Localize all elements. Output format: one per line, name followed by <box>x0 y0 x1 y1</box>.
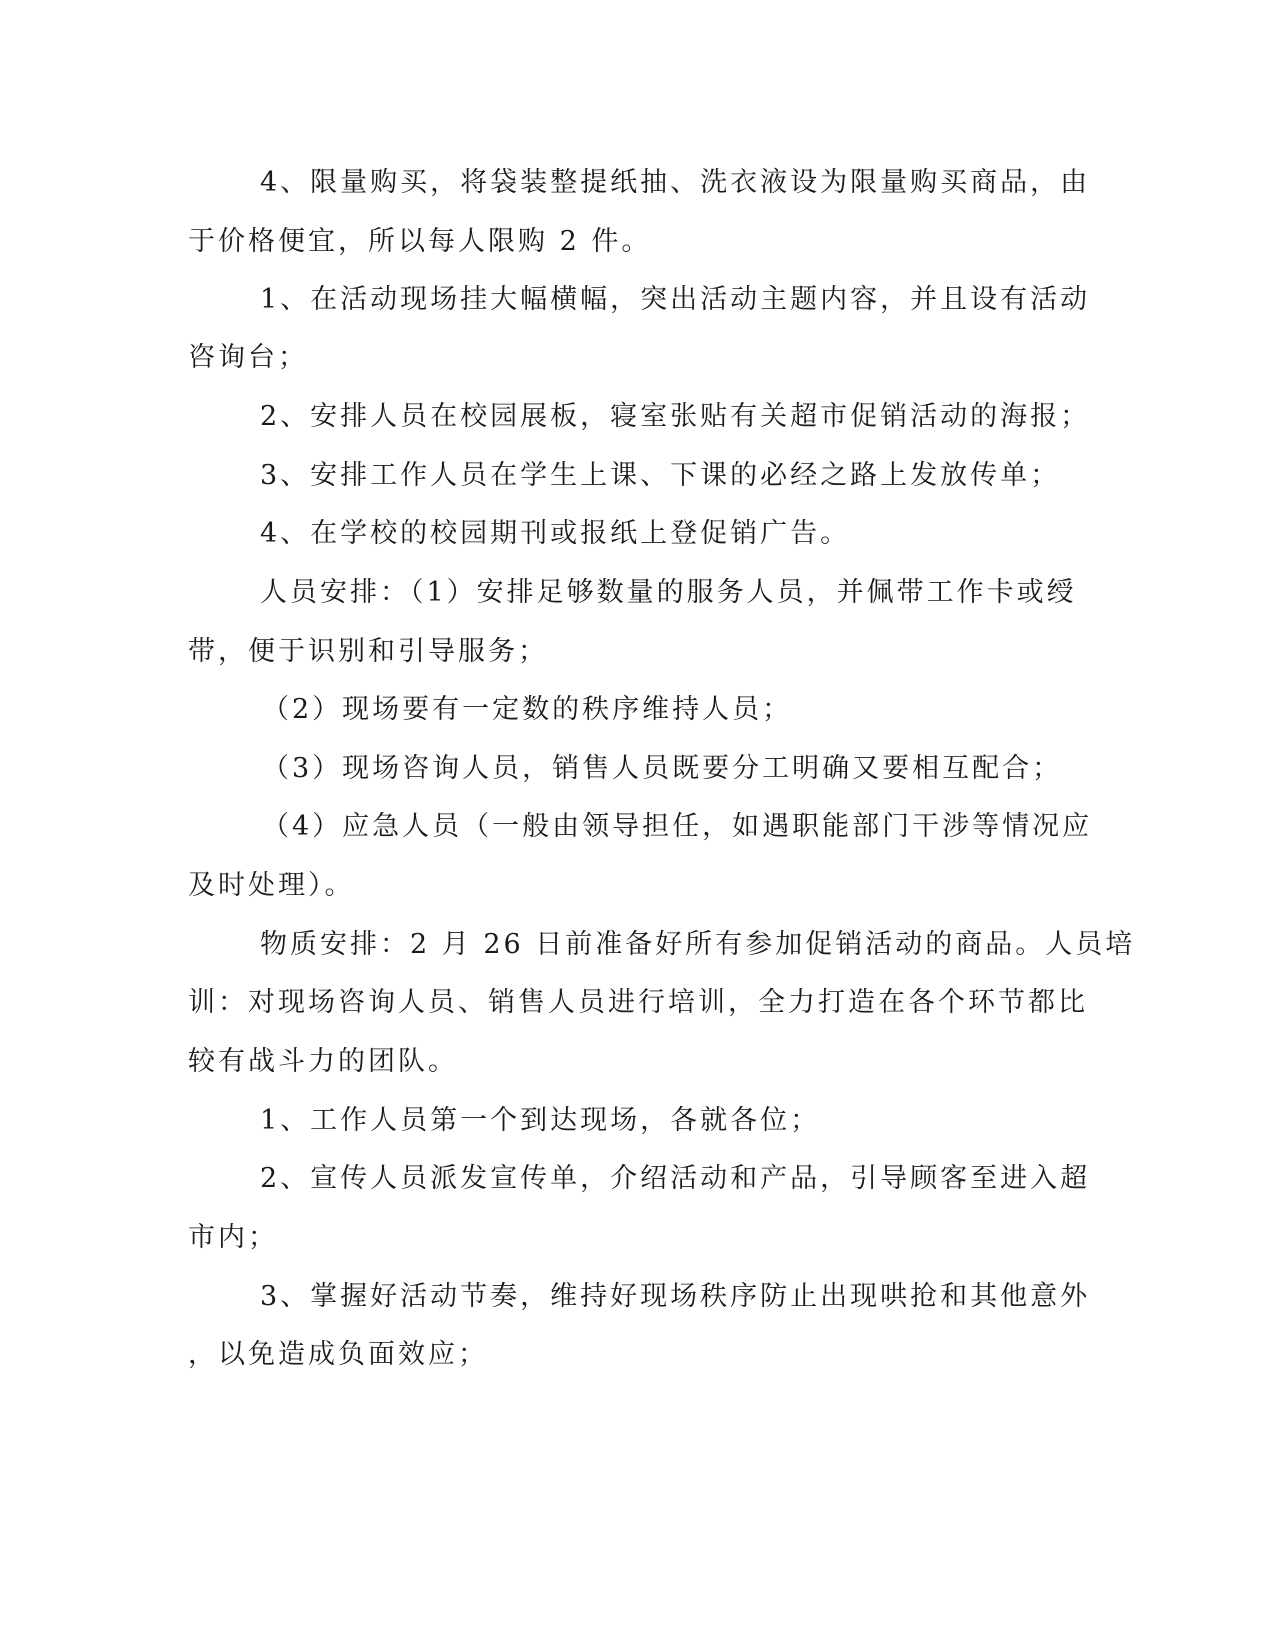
paragraph-flyers: 3、安排工作人员在学生上课、下课的必经之路上发放传单； <box>260 460 1061 491</box>
paragraph-ads: 4、在学校的校园期刊或报纸上登促销广告。 <box>260 518 851 549</box>
paragraph-staffing-line-2: 带，便于识别和引导服务； <box>188 636 548 667</box>
paragraph-order-staff: （2）现场要有一定数的秩序维持人员； <box>262 694 793 725</box>
paragraph-limited-purchase-line-1: 4、限量购买，将袋装整提纸抽、洗衣液设为限量购买商品，由 <box>260 167 1091 198</box>
paragraph-emergency-line-1: （4）应急人员（一般由领导担任，如遇职能部门干涉等情况应 <box>262 811 1093 842</box>
paragraph-staffing-line-1: 人员安排：（1）安排足够数量的服务人员，并佩带工作卡或绶 <box>260 577 1077 608</box>
paragraph-rhythm-line-1: 3、掌握好活动节奏，维持好现场秩序防止出现哄抢和其他意外 <box>260 1281 1091 1312</box>
paragraph-rhythm-line-2: ，以免造成负面效应； <box>188 1339 488 1370</box>
paragraph-consult-staff: （3）现场咨询人员，销售人员既要分工明确又要相互配合； <box>262 753 1063 784</box>
paragraph-promote-line-1: 2、宣传人员派发宣传单，介绍活动和产品，引导顾客至进入超 <box>260 1163 1091 1194</box>
paragraph-materials-line-2: 训：对现场咨询人员、销售人员进行培训，全力打造在各个环节都比 <box>188 987 1088 1018</box>
paragraph-arrive: 1、工作人员第一个到达现场，各就各位； <box>260 1105 821 1136</box>
paragraph-materials-line-3: 较有战斗力的团队。 <box>188 1046 458 1077</box>
paragraph-promote-line-2: 市内； <box>188 1222 278 1253</box>
paragraph-banner-line-2: 咨询台； <box>188 342 308 373</box>
paragraph-banner-line-1: 1、在活动现场挂大幅横幅，突出活动主题内容，并且设有活动 <box>260 284 1091 315</box>
paragraph-limited-purchase-line-2: 于价格便宜，所以每人限购 2 件。 <box>188 226 652 257</box>
paragraph-emergency-line-2: 及时处理）。 <box>188 870 355 901</box>
paragraph-posters: 2、安排人员在校园展板，寝室张贴有关超市促销活动的海报； <box>260 401 1091 432</box>
paragraph-materials-line-1: 物质安排：2 月 26 日前准备好所有参加促销活动的商品。人员培 <box>260 929 1136 960</box>
